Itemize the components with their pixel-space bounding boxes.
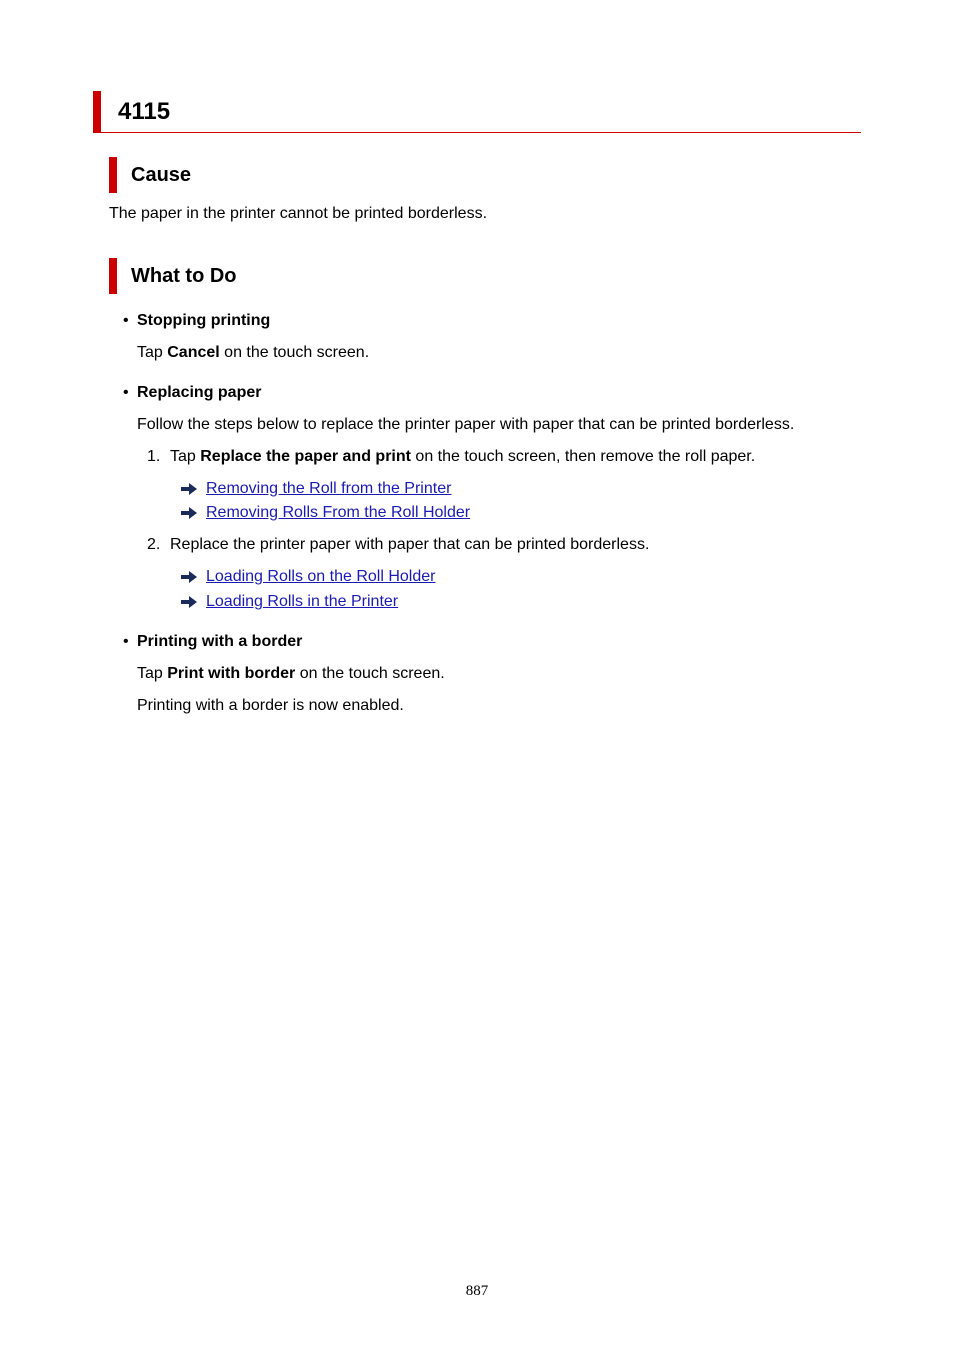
- page-title-text: 4115: [118, 98, 171, 125]
- link-loading-rolls-on-roll-holder[interactable]: Loading Rolls on the Roll Holder: [206, 568, 436, 585]
- step-1-pre: Tap: [170, 448, 201, 465]
- border-pre: Tap: [137, 665, 168, 682]
- step-1-text: [170, 447, 755, 467]
- step-1-number: 1.: [147, 448, 161, 465]
- right-arrow-icon: [181, 483, 197, 495]
- bullet-dot: •: [123, 633, 129, 650]
- link-removing-rolls-from-roll-holder[interactable]: Removing Rolls From the Roll Holder: [206, 504, 471, 521]
- border-label: Printing with a border: [137, 633, 303, 650]
- cancel-term: Cancel: [167, 344, 220, 361]
- page-number: 887: [465, 1283, 489, 1299]
- right-arrow-icon: [181, 571, 197, 583]
- replacing-label: Replacing paper: [137, 384, 262, 401]
- stopping-label: Stopping printing: [137, 312, 271, 329]
- link-loading-rolls-in-printer[interactable]: Loading Rolls in the Printer: [206, 593, 399, 610]
- print-with-border-term: Print with border: [167, 665, 296, 682]
- stopping-instruction: [137, 343, 369, 363]
- step-2-text: Replace the printer paper with paper that can be printed borderless.: [170, 536, 650, 553]
- bullet-dot: •: [123, 312, 129, 329]
- page-title: [93, 91, 861, 133]
- border-instruction: [137, 664, 445, 684]
- replacing-intro: Follow the steps below to replace the printer paper with paper that can be printed borderless.: [137, 416, 795, 433]
- cause-accent-bar: [109, 157, 117, 193]
- stopping-pre: Tap: [137, 344, 168, 361]
- border-post: on the touch screen.: [295, 665, 445, 682]
- step-2-number: 2.: [147, 536, 161, 553]
- bullet-dot: •: [123, 384, 129, 401]
- right-arrow-icon: [181, 507, 197, 519]
- stopping-post: on the touch screen.: [219, 344, 370, 361]
- replace-term: Replace the paper and print: [200, 448, 411, 465]
- cause-heading-text: Cause: [131, 164, 192, 186]
- what-to-do-accent-bar: [109, 258, 117, 294]
- title-accent-bar: [93, 91, 101, 133]
- cause-text: The paper in the printer cannot be printed borderless.: [109, 205, 488, 222]
- step-1-post: on the touch screen, then remove the roll paper.: [410, 448, 756, 465]
- what-to-do-heading-text: What to Do: [131, 265, 237, 287]
- border-result: Printing with a border is now enabled.: [137, 697, 404, 714]
- link-removing-roll-from-printer[interactable]: Removing the Roll from the Printer: [206, 480, 452, 497]
- right-arrow-icon: [181, 596, 197, 608]
